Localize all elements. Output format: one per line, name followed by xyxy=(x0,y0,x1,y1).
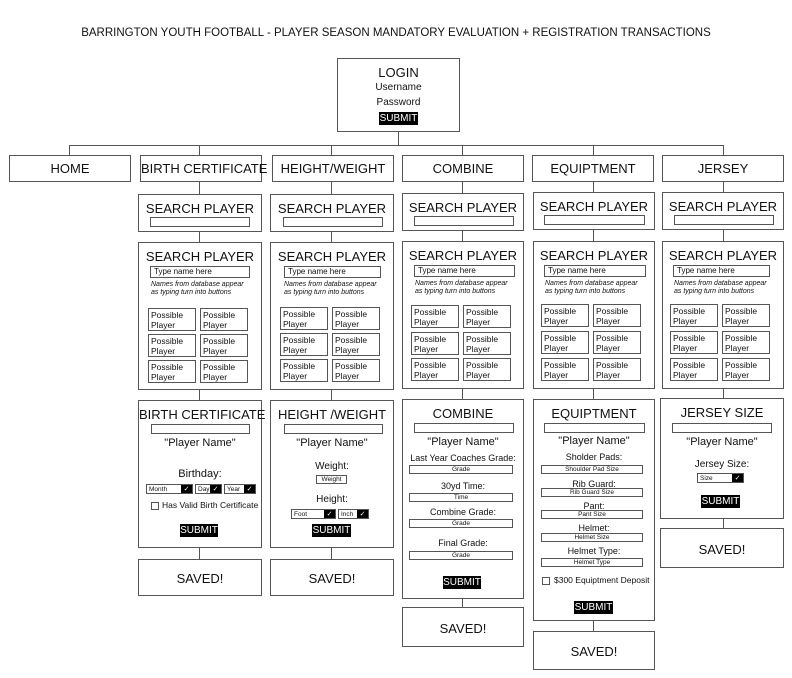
player-label: Player xyxy=(335,345,360,355)
player-label: Player xyxy=(151,372,176,382)
connector xyxy=(462,389,463,399)
possible-player-button[interactable] xyxy=(332,333,380,356)
equipment-saved-box xyxy=(533,631,655,670)
search-box-height-weight xyxy=(270,194,394,232)
month-select[interactable] xyxy=(146,484,193,494)
player-name: "Player Name" xyxy=(164,437,236,449)
possible-label: Possible xyxy=(203,336,236,346)
possible-player-button[interactable] xyxy=(463,332,511,355)
time-field[interactable]: Time xyxy=(409,493,513,502)
possible-player-button[interactable] xyxy=(280,333,328,356)
player-label: Player xyxy=(596,316,621,326)
search-box-jersey xyxy=(662,192,784,230)
nav-equipment[interactable] xyxy=(532,155,654,182)
player-id-field[interactable] xyxy=(151,424,250,434)
search-results-birth xyxy=(138,242,262,390)
password-label[interactable]: Password xyxy=(376,97,421,108)
search-heading: SEARCH PLAYER xyxy=(668,248,778,263)
connector xyxy=(593,621,594,631)
pant-label: Pant: xyxy=(583,501,605,511)
weight-field[interactable]: Weight xyxy=(316,475,347,484)
player-label: Player xyxy=(725,343,750,353)
player-label: Player xyxy=(466,370,491,380)
possible-label: Possible xyxy=(725,306,758,316)
possible-player-button[interactable] xyxy=(411,358,459,381)
possible-label: Possible xyxy=(414,334,447,344)
connector xyxy=(69,145,70,155)
possible-label: Possible xyxy=(335,335,368,345)
search-input[interactable] xyxy=(414,265,515,277)
jersey-saved-box xyxy=(660,528,784,568)
search-note: as typing turn into buttons xyxy=(284,289,365,296)
connector xyxy=(199,232,200,242)
connector xyxy=(331,390,332,400)
search-input[interactable] xyxy=(673,265,770,277)
player-name: "Player Name" xyxy=(686,436,758,448)
chevron-down-icon: ✓ xyxy=(244,485,255,493)
player-label: Player xyxy=(335,319,360,329)
player-label: Player xyxy=(544,343,569,353)
search-heading: SEARCH PLAYER xyxy=(277,249,387,264)
connector xyxy=(593,389,594,399)
possible-player-button[interactable] xyxy=(148,334,196,357)
player-label: Player xyxy=(673,370,698,380)
search-heading: SEARCH PLAYER xyxy=(145,249,255,264)
search-box-combine xyxy=(402,193,524,231)
saved-label: SAVED! xyxy=(570,644,618,659)
possible-player-button[interactable] xyxy=(463,358,511,381)
player-label: Player xyxy=(203,346,228,356)
possible-player-button[interactable] xyxy=(670,331,718,354)
search-heading: SEARCH PLAYER xyxy=(145,201,255,216)
nav-jersey[interactable] xyxy=(662,155,784,182)
connector xyxy=(593,230,594,241)
connector xyxy=(69,145,723,146)
combine-form xyxy=(402,399,524,599)
search-input[interactable] xyxy=(544,265,646,277)
possible-label: Possible xyxy=(596,333,629,343)
search-input[interactable] xyxy=(284,266,381,278)
search-heading: SEARCH PLAYER xyxy=(277,201,387,216)
search-note: as typing turn into buttons xyxy=(545,288,626,295)
connector xyxy=(593,182,594,192)
connector xyxy=(199,145,200,155)
connector xyxy=(723,145,724,155)
player-label: Player xyxy=(466,344,491,354)
height-weight-form xyxy=(270,400,394,548)
possible-label: Possible xyxy=(673,333,706,343)
player-label: Player xyxy=(283,319,308,329)
combine-grade-field[interactable]: Grade xyxy=(409,519,513,528)
possible-player-button[interactable] xyxy=(280,359,328,382)
height-weight-submit-button[interactable]: SUBMIT xyxy=(312,525,351,536)
connector xyxy=(593,145,594,155)
search-note: Names from database appear xyxy=(545,280,638,287)
inch-select[interactable] xyxy=(338,509,369,519)
nav-height-weight[interactable] xyxy=(272,155,394,182)
search-heading: SEARCH PLAYER xyxy=(539,248,649,263)
equipment-submit-button[interactable]: SUBMIT xyxy=(574,602,613,613)
connector xyxy=(723,182,724,192)
checkbox-icon[interactable] xyxy=(542,577,550,585)
search-input[interactable] xyxy=(414,216,514,226)
search-note: Names from database appear xyxy=(151,281,244,288)
saved-label: SAVED! xyxy=(308,571,356,586)
possible-label: Possible xyxy=(596,360,629,370)
search-heading: SEARCH PLAYER xyxy=(668,199,778,214)
birthday-label: Birthday: xyxy=(178,468,222,480)
search-heading: SEARCH PLAYER xyxy=(408,200,518,215)
checkbox-icon[interactable] xyxy=(151,502,159,510)
possible-label: Possible xyxy=(203,310,236,320)
player-label: Player xyxy=(283,371,308,381)
possible-player-button[interactable] xyxy=(332,307,380,330)
jersey-size-value: Size xyxy=(700,475,713,482)
player-name: "Player Name" xyxy=(427,436,499,448)
birth-certificate-form xyxy=(138,400,266,548)
player-label: Player xyxy=(596,343,621,353)
connector xyxy=(199,182,200,194)
possible-label: Possible xyxy=(414,360,447,370)
possible-label: Possible xyxy=(466,334,499,344)
height-weight-saved-box xyxy=(270,559,394,596)
year-label: Year xyxy=(227,486,241,493)
possible-player-button[interactable] xyxy=(593,304,641,327)
possible-player-button[interactable] xyxy=(200,334,248,357)
time-label: 30yd Time: xyxy=(440,481,486,491)
rib-guard-label: Rib Guard: xyxy=(572,479,616,489)
connector xyxy=(199,548,200,559)
nav-equipment-label: EQUIPTMENT xyxy=(550,161,636,176)
jersey-submit-button[interactable]: SUBMIT xyxy=(701,496,740,507)
player-label: Player xyxy=(335,371,360,381)
possible-player-button[interactable] xyxy=(722,304,770,327)
player-label: Player xyxy=(151,320,176,330)
search-input[interactable] xyxy=(283,217,383,227)
possible-label: Possible xyxy=(414,307,447,317)
possible-player-button[interactable] xyxy=(280,307,328,330)
combine-heading: COMBINE xyxy=(432,406,494,421)
combine-saved-box xyxy=(402,607,524,647)
possible-player-button[interactable] xyxy=(670,304,718,327)
search-results-equipment xyxy=(533,241,655,389)
player-label: Player xyxy=(151,346,176,356)
possible-label: Possible xyxy=(466,360,499,370)
login-submit-button[interactable]: SUBMIT xyxy=(379,113,418,124)
search-placeholder: Type name here xyxy=(154,267,212,276)
nav-birth-certificate-label: BIRTH CERTIFICATE xyxy=(141,161,268,176)
possible-player-button[interactable] xyxy=(411,332,459,355)
final-grade-label: Final Grade: xyxy=(438,538,488,548)
possible-label: Possible xyxy=(544,333,577,343)
shoulder-pad-size-field[interactable]: Shoulder Pad Size xyxy=(541,465,643,474)
possible-player-button[interactable] xyxy=(722,358,770,381)
birth-saved-box xyxy=(138,559,262,596)
search-note: as typing turn into buttons xyxy=(415,288,496,295)
connector xyxy=(723,230,724,241)
player-id-field[interactable] xyxy=(544,423,645,433)
search-heading: SEARCH PLAYER xyxy=(539,199,649,214)
weight-label: Weight: xyxy=(315,461,349,472)
search-note: as typing turn into buttons xyxy=(674,288,755,295)
jersey-size-label: Jersey Size: xyxy=(694,459,750,470)
connector xyxy=(331,145,332,155)
rib-guard-size-field[interactable]: Rib Guard Size xyxy=(541,488,643,497)
saved-label: SAVED! xyxy=(176,571,224,586)
saved-label: SAVED! xyxy=(439,621,487,636)
search-results-jersey xyxy=(662,241,784,389)
possible-player-button[interactable] xyxy=(593,358,641,381)
possible-player-button[interactable] xyxy=(541,358,589,381)
search-input[interactable] xyxy=(544,215,645,225)
possible-label: Possible xyxy=(283,361,316,371)
search-placeholder: Type name here xyxy=(418,266,476,275)
possible-player-button[interactable] xyxy=(541,331,589,354)
player-label: Player xyxy=(725,316,750,326)
search-note: Names from database appear xyxy=(415,280,508,287)
nav-jersey-label: JERSEY xyxy=(697,161,749,176)
possible-label: Possible xyxy=(151,362,184,372)
pant-size-field[interactable]: Pant Size xyxy=(541,510,643,519)
search-input[interactable] xyxy=(150,266,250,278)
login-heading: LOGIN xyxy=(378,65,419,80)
final-grade-field[interactable]: Grade xyxy=(409,551,513,560)
inch-label: Inch xyxy=(341,511,354,518)
month-label: Month xyxy=(149,486,168,493)
player-label: Player xyxy=(466,317,491,327)
combine-submit-button[interactable]: SUBMIT xyxy=(443,577,481,588)
player-label: Player xyxy=(414,370,439,380)
chevron-down-icon: ✓ xyxy=(210,485,221,493)
possible-label: Possible xyxy=(151,310,184,320)
possible-player-button[interactable] xyxy=(148,308,196,331)
search-placeholder: Type name here xyxy=(288,267,346,276)
connector xyxy=(723,389,724,398)
search-note: as typing turn into buttons xyxy=(151,289,232,296)
player-id-field[interactable] xyxy=(672,423,772,433)
deposit-label: $300 Equiptment Deposit xyxy=(554,575,650,585)
height-label: Height: xyxy=(316,494,348,505)
height-weight-heading: HEIGHT /WEIGHT xyxy=(277,407,387,422)
search-box-birth xyxy=(138,194,262,232)
helmet-type-label: Helmet Type: xyxy=(567,546,621,556)
nav-home[interactable] xyxy=(9,155,131,182)
year-select[interactable] xyxy=(224,484,256,494)
search-results-height-weight xyxy=(270,242,394,390)
player-label: Player xyxy=(283,345,308,355)
helmet-type-field[interactable]: Helmet Type xyxy=(541,558,643,567)
connector xyxy=(199,390,200,400)
possible-player-button[interactable] xyxy=(200,308,248,331)
search-results-combine xyxy=(402,241,524,389)
possible-player-button[interactable] xyxy=(722,331,770,354)
player-label: Player xyxy=(673,316,698,326)
connector xyxy=(723,519,724,528)
foot-label: Foot xyxy=(294,511,308,518)
possible-label: Possible xyxy=(544,306,577,316)
possible-label: Possible xyxy=(335,361,368,371)
equipment-form xyxy=(533,399,655,621)
search-heading: SEARCH PLAYER xyxy=(408,248,518,263)
chevron-down-icon: ✓ xyxy=(732,474,743,482)
possible-player-button[interactable] xyxy=(332,359,380,382)
player-id-field[interactable] xyxy=(284,424,383,434)
possible-player-button[interactable] xyxy=(148,360,196,383)
nav-combine-label: COMBINE xyxy=(432,161,494,176)
nav-height-weight-label: HEIGHT/WEIGHT xyxy=(280,161,386,176)
player-id-field[interactable] xyxy=(414,423,514,433)
possible-label: Possible xyxy=(203,362,236,372)
player-label: Player xyxy=(673,343,698,353)
page-title: BARRINGTON YOUTH FOOTBALL - PLAYER SEASON MANDATORY EVALUATION + REGISTRATION TRANSACTIONS xyxy=(81,27,711,39)
possible-player-button[interactable] xyxy=(200,360,248,383)
player-label: Player xyxy=(544,370,569,380)
connector xyxy=(462,145,463,155)
connector xyxy=(398,132,399,145)
player-label: Player xyxy=(414,317,439,327)
possible-player-button[interactable] xyxy=(670,358,718,381)
search-placeholder: Type name here xyxy=(548,266,606,275)
search-box-equipment xyxy=(533,192,655,230)
possible-label: Possible xyxy=(673,360,706,370)
equipment-heading: EQUIPTMENT xyxy=(551,406,637,421)
search-note: Names from database appear xyxy=(284,281,377,288)
nav-birth-certificate[interactable] xyxy=(140,155,268,182)
chevron-down-icon: ✓ xyxy=(181,485,192,493)
possible-player-button[interactable] xyxy=(593,331,641,354)
helmet-label: Helmet: xyxy=(578,523,610,533)
connector xyxy=(331,548,332,559)
jersey-form xyxy=(660,398,784,519)
possible-label: Possible xyxy=(544,360,577,370)
player-name: "Player Name" xyxy=(296,437,368,449)
player-label: Player xyxy=(725,370,750,380)
coaches-grade-field[interactable]: Grade xyxy=(409,465,513,474)
possible-player-button[interactable] xyxy=(411,305,459,328)
player-label: Player xyxy=(203,320,228,330)
possible-label: Possible xyxy=(725,333,758,343)
connector xyxy=(331,232,332,242)
birth-submit-button[interactable]: SUBMIT xyxy=(180,525,218,536)
search-input[interactable] xyxy=(150,217,250,227)
chevron-down-icon: ✓ xyxy=(324,510,335,518)
possible-label: Possible xyxy=(725,360,758,370)
birth-form-heading: BIRTH CERTIFICATE xyxy=(139,407,266,422)
foot-select[interactable] xyxy=(291,509,336,519)
possible-label: Possible xyxy=(335,309,368,319)
combine-grade-label: Combine Grade: xyxy=(429,507,497,517)
coaches-grade-label: Last Year Coaches Grade: xyxy=(410,453,516,463)
shoulder-pads-label: Sholder Pads: xyxy=(565,452,623,462)
jersey-size-select[interactable] xyxy=(697,473,744,483)
possible-player-button[interactable] xyxy=(541,304,589,327)
possible-label: Possible xyxy=(596,306,629,316)
search-input[interactable] xyxy=(674,215,774,225)
day-select[interactable] xyxy=(195,484,222,494)
player-label: Player xyxy=(414,344,439,354)
search-note: Names from database appear xyxy=(674,280,767,287)
player-name: "Player Name" xyxy=(558,435,630,447)
chevron-down-icon: ✓ xyxy=(357,510,368,518)
connector xyxy=(331,182,332,194)
connector xyxy=(462,182,463,193)
helmet-size-field[interactable]: Helmet Size xyxy=(541,533,643,542)
possible-player-button[interactable] xyxy=(463,305,511,328)
player-label: Player xyxy=(596,370,621,380)
day-label: Day xyxy=(198,486,210,493)
possible-label: Possible xyxy=(673,306,706,316)
connector xyxy=(462,599,463,607)
possible-label: Possible xyxy=(283,335,316,345)
player-label: Player xyxy=(544,316,569,326)
jersey-heading: JERSEY SIZE xyxy=(680,405,764,420)
nav-home-label: HOME xyxy=(50,161,90,176)
nav-combine[interactable] xyxy=(402,155,524,182)
possible-label: Possible xyxy=(466,307,499,317)
connector xyxy=(462,231,463,241)
login-box xyxy=(337,58,460,132)
valid-certificate-label: Has Valid Birth Certificate xyxy=(162,500,259,510)
player-label: Player xyxy=(203,372,228,382)
saved-label: SAVED! xyxy=(698,542,746,557)
username-label[interactable]: Username xyxy=(375,82,422,93)
possible-label: Possible xyxy=(151,336,184,346)
possible-label: Possible xyxy=(283,309,316,319)
search-placeholder: Type name here xyxy=(677,266,735,275)
